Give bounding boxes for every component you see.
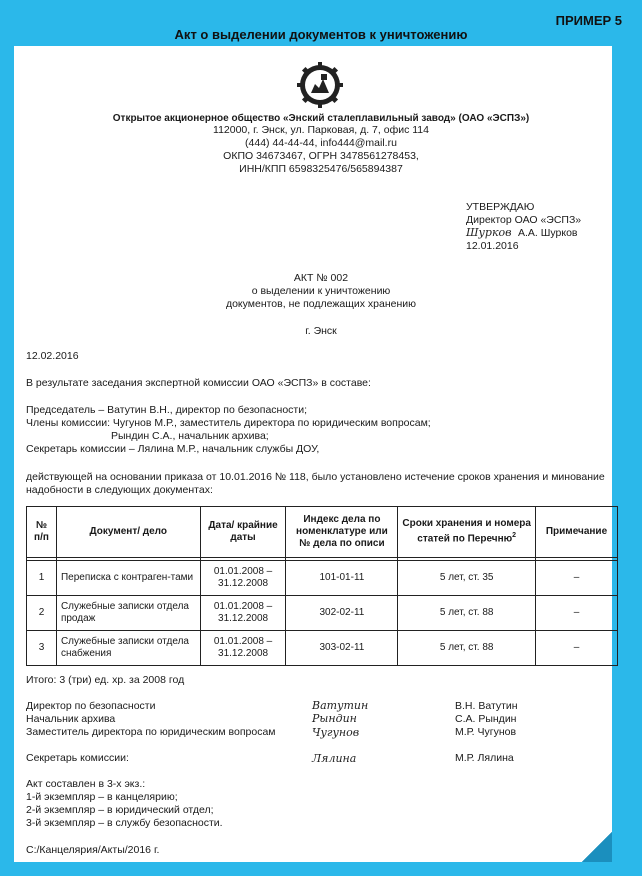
organization-name: Открытое акционерное общество «Энский сталеплавильный завод» (ОАО «ЭСПЗ»): [112, 113, 530, 124]
cell-num: 1: [27, 561, 57, 596]
signature-name: С.А. Рындин: [455, 713, 517, 725]
commission-chair: Председатель – Ватутин В.Н., директор по безопасности;: [26, 404, 308, 416]
secretary-name: М.Р. Лялина: [455, 752, 514, 764]
table-row: [27, 561, 618, 596]
header-num: № п/п: [27, 507, 57, 558]
basis-text-1: действующей на основании приказа от 10.01.2016 № 118, было установлено истечение сроков хранения и минование: [26, 471, 605, 483]
organization-contacts: (444) 44-44-44, info444@mail.ru: [245, 137, 397, 149]
signature-position: Директор по безопасности: [26, 700, 156, 712]
file-path: С:/Канцелярия/Акты/2016 г.: [26, 844, 160, 856]
cell-dates: [200, 596, 286, 631]
cell-document: Служебные записки отдела продаж: [56, 596, 200, 631]
cell-date-to: 31.12.2008: [218, 613, 269, 624]
page-corner-fold: [582, 832, 612, 862]
act-city: г. Энск: [305, 325, 337, 337]
signature-name: В.Н. Ватутин: [455, 700, 518, 712]
table-header-row: [27, 507, 618, 558]
document-title: Акт о выделении документов к уничтожению: [174, 27, 468, 42]
approval-name: А.А. Шурков: [518, 227, 578, 239]
documents-table: [26, 506, 618, 666]
basis-text-2: надобности в следующих документах:: [26, 484, 213, 496]
act-number: АКТ № 002: [293, 272, 349, 284]
copies-intro: Акт составлен в 3-х экз.:: [26, 778, 146, 790]
example-label: ПРИМЕР 5: [555, 13, 622, 28]
table-row: [27, 631, 618, 666]
header-dates: Дата/ крайние даты: [200, 507, 286, 558]
signature-script: Чугунов: [312, 726, 360, 739]
header-note: Примечание: [536, 507, 618, 558]
cell-date-to: 31.12.2008: [218, 648, 269, 659]
secretary-position: Секретарь комиссии:: [26, 752, 129, 764]
cell-note: –: [536, 596, 618, 631]
organization-inn-kpp: ИНН/КПП 6598325476/565894387: [239, 163, 403, 175]
organization-okpo-ogrn: ОКПО 34673467, ОГРН 3478561278453,: [223, 150, 419, 162]
company-logo-icon: [297, 62, 343, 108]
cell-date-from: 01.01.2008 –: [213, 601, 273, 612]
act-subtitle-line2: документов, не подлежащих хранению: [225, 298, 417, 310]
header-terms: [398, 507, 536, 558]
cell-note: –: [536, 561, 618, 596]
commission-members-1: Члены комиссии: Чугунов М.Р., заместитель директора по юридическим вопросам;: [26, 417, 431, 429]
cell-document: Переписка с контраген-тами: [56, 561, 200, 596]
footnote-mark: 2: [512, 532, 517, 540]
cell-date-from: 01.01.2008 –: [213, 636, 273, 647]
commission-secretary: Секретарь комиссии – Лялина М.Р., начальник службы ДОУ,: [26, 443, 320, 455]
cell-num: 3: [27, 631, 57, 666]
cell-index: 302-02-11: [286, 596, 398, 631]
act-date: 12.02.2016: [26, 350, 79, 362]
intro-text: В результате заседания экспертной комиссии ОАО «ЭСПЗ» в составе:: [26, 377, 371, 389]
approval-signature: Шурков: [466, 226, 512, 239]
copy-3: 3-й экземпляр – в службу безопасности.: [26, 817, 223, 829]
cell-dates: [200, 631, 286, 666]
header-terms-text: Сроки хранения и номера статей по Перечню: [402, 518, 531, 545]
total-text: Итого: 3 (три) ед. хр. за 2008 год: [26, 674, 185, 686]
cell-document: Служебные записки отдела снабжения: [56, 631, 200, 666]
approval-position: Директор ОАО «ЭСПЗ»: [466, 214, 582, 226]
signature-position: Начальник архива: [26, 713, 116, 725]
header-index: Индекс дела по номенклатуре или № дела по описи: [286, 507, 398, 558]
signature-script: Ватутин: [312, 699, 369, 712]
cell-index: 303-02-11: [286, 631, 398, 666]
cell-term: 5 лет, ст. 88: [398, 596, 536, 631]
organization-address: 112000, г. Энск, ул. Парковая, д. 7, офис 114: [213, 124, 429, 136]
cell-term: 5 лет, ст. 88: [398, 631, 536, 666]
cell-term: 5 лет, ст. 35: [398, 561, 536, 596]
cell-note: –: [536, 631, 618, 666]
approval-word: УТВЕРЖДАЮ: [466, 201, 535, 213]
cell-num: 2: [27, 596, 57, 631]
table-row: [27, 596, 618, 631]
act-subtitle-line1: о выделении к уничтожению: [251, 285, 391, 297]
cell-index: 101-01-11: [286, 561, 398, 596]
cell-date-to: 31.12.2008: [218, 578, 269, 589]
signature-position: Заместитель директора по юридическим вопросам: [26, 726, 276, 738]
cell-dates: [200, 561, 286, 596]
cell-date-from: 01.01.2008 –: [213, 566, 273, 577]
signature-name: М.Р. Чугунов: [455, 726, 517, 738]
approval-date: 12.01.2016: [466, 240, 519, 252]
copy-2: 2-й экземпляр – в юридический отдел;: [26, 804, 214, 816]
header-document: Документ/ дело: [56, 507, 200, 558]
signature-script: Рындин: [312, 712, 357, 725]
copy-1: 1-й экземпляр – в канцелярию;: [26, 791, 178, 803]
secretary-signature-script: Лялина: [312, 752, 357, 765]
commission-members-2: Рындин С.А., начальник архива;: [111, 430, 269, 442]
